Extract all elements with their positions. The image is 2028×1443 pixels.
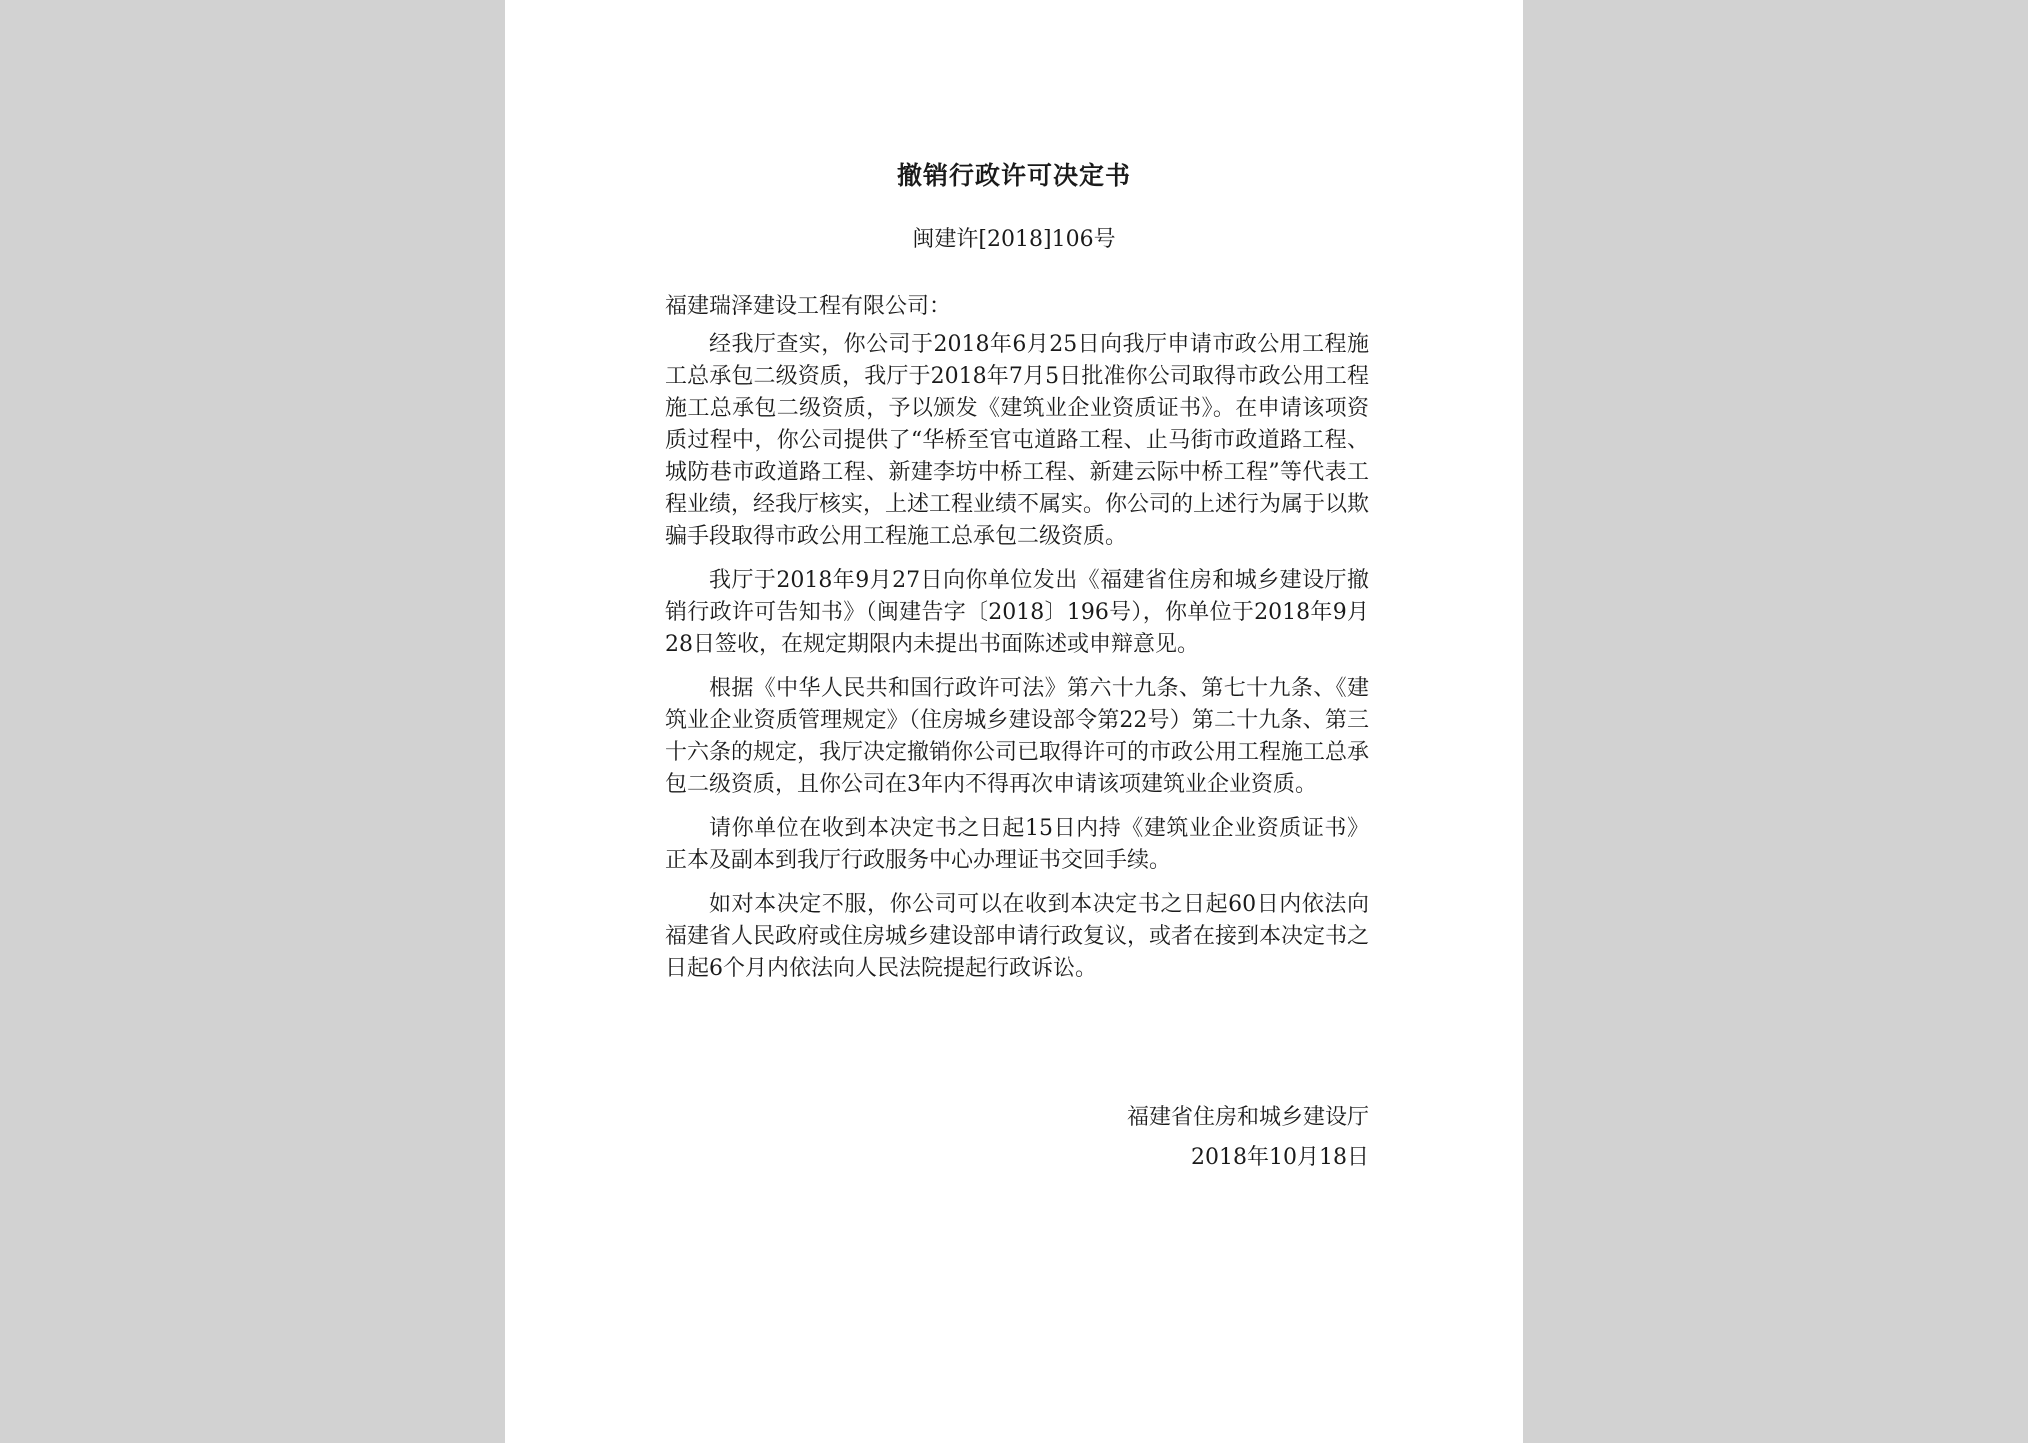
- document-number: 闽建许[2018]106号: [912, 227, 1116, 252]
- issuer-name: 福建省住房和城乡建设厅: [1126, 1105, 1369, 1130]
- document-body: [665, 291, 1369, 997]
- document-title: 撤销行政许可决定书: [896, 161, 1131, 190]
- issue-date: 2018年10月18日: [1191, 1145, 1369, 1170]
- paragraph-decision: 根据《中华人民共和国行政许可法》第六十九条、第七十九条、《建筑业企业资质管理规定》（住房城乡建设部令第22号）第二十九条、第三十六条的规定，我厅决定撤销你公司已取得许可的市政公用工程施工总承包二级资质，且你公司在3年内不得再次申请该项建筑业企业资质。: [665, 676, 1370, 797]
- signature-block: [1127, 1098, 1369, 1178]
- paragraph-notice: 我厅于2018年9月27日向你单位发出《福建省住房和城乡建设厅撤销行政许可告知书》（闽建告字〔2018〕196号），你单位于2018年9月28日签收，在规定期限内未提出书面陈述或申辩意见。: [665, 568, 1369, 657]
- paragraph-findings: 经我厅查实，你公司于2018年6月25日向我厅申请市政公用工程施工总承包二级资质，我厅于2018年7月5日批准你公司取得市政公用工程施工总承包二级资质，予以颁发《建筑业企业资质证书》。在申请该项资质过程中，你公司提供了“华桥至官屯道路工程、止马街市政道路工程、城防巷市政道路工程、新建李坊中桥工程、新建云际中桥工程”等代表工程业绩，经我厅核实，上述工程业绩不属实。你公司的上述行为属于以欺骗手段取得市政公用工程施工总承包二级资质。: [665, 332, 1370, 549]
- document-page: [505, 0, 1523, 1443]
- paragraph-certificate-return: 请你单位在收到本决定书之日起15日内持《建筑业企业资质证书》正本及副本到我厅行政服务中心办理证书交回手续。: [665, 816, 1369, 873]
- paragraph-appeal-rights: 如对本决定不服，你公司可以在收到本决定书之日起60日内依法向福建省人民政府或住房城乡建设部申请行政复议，或者在接到本决定书之日起6个月内依法向人民法院提起行政诉讼。: [665, 892, 1370, 981]
- salutation: 福建瑞泽建设工程有限公司：: [665, 294, 952, 319]
